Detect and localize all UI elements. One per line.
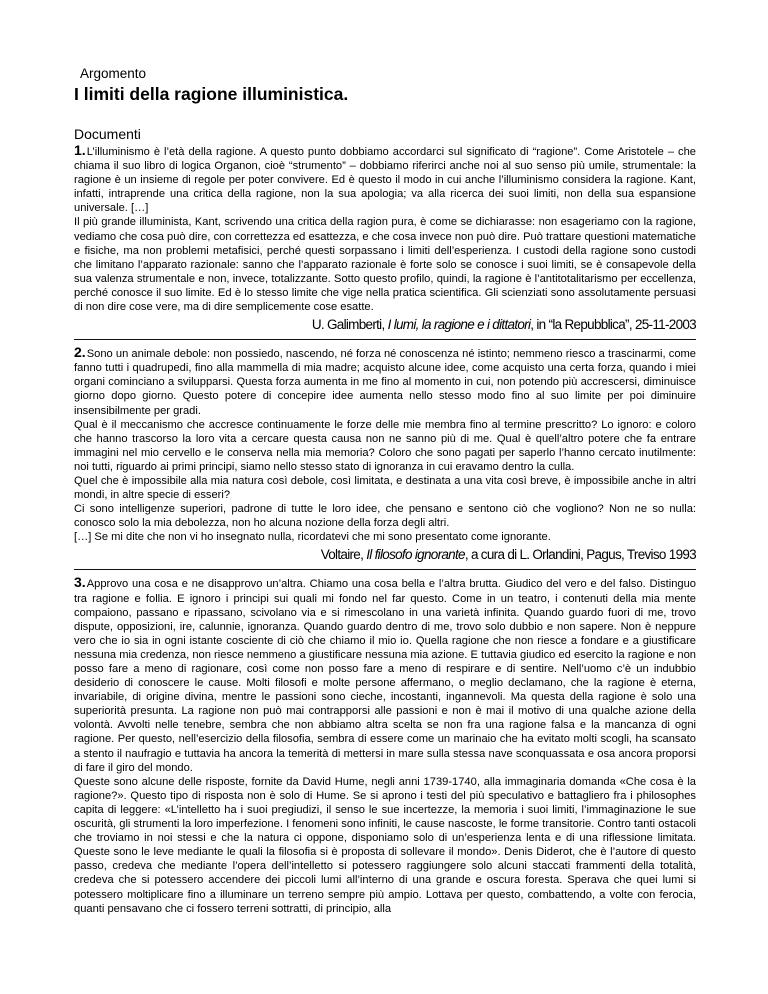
doc-paragraph: Il più grande illuminista, Kant, scrivendo una critica della ragion pura, è come se dichiarasse: non esageriamo con la ragione, vediamo che cosa può dire, con correttezza ed esattezza, e che cosa invece non può dire. Può trattare questioni matematiche e fisiche, ma non problemi metafisici, perché questi sorpassano i limiti dell’esperienza. I custodi della ragione sono custodi che limitano l’apparato razionale: sanno che l’apparato razionale è forte solo se conosce i suoi limiti, se è consapevole della sua valenza strumentale e non, invece, totalizzante. Sotto questo profilo, quindi, la ragione è l’antitotalitarismo per eccellenza, perché conosce il suo limite. Ed è lo stesso limite che vige nella pratica scientifica. Gli scienziati sono assolutamente persuasi di non dire cose vere, ma di dire semplicemente cose esatte. [74,216,696,314]
doc-number: 3. [74,574,86,591]
doc-paragraph [74,143,696,215]
doc-source [74,546,696,564]
doc-paragraph: Quel che è impossibile alla mia natura così debole, così limitata, e destinata a una vita così breve, è impossibile anche in altri mondi, in altre specie di esseri? [74,474,696,502]
doc-paragraph: Ci sono intelligenze superiori, padrone di tutte le loro idee, che pensano e sentono ciò che vogliono? Non ne so nulla: conosco solo la mia debolezza, non ho alcuna nozione della forza degli altri. [74,503,696,530]
source-author: Voltaire, [320,547,367,563]
argument-title: I limiti della ragione illuministica. [74,84,349,104]
document-1 [74,143,696,334]
doc-paragraph [74,345,696,417]
doc-paragraph [74,575,696,774]
separator-line [74,339,696,340]
doc-text: L’illuminismo è l’età della ragione. A questo punto dobbiamo accordarci sul significato di “ragione”. Come Aristotele – che chiama il suo libro di logica Organon, cioè “strumento” – dobbiamo riferirci anche noi al suo senso più umile, strumentale: la ragione è un insieme di regole per poter convivere. Ed è questo il modo in cui anche l’illuminismo considera la ragione. Kant, infatti, intraprende una critica della ragione, non la sua apologia; va alla ricerca dei suoi limiti, non della sua espansione universale. […] [74,146,696,215]
doc-paragraph: Queste sono alcune delle risposte, fornite da David Hume, negli anni 1739-1740, alla immaginaria domanda «Che cosa è la ragione?». Questo tipo di risposta non è solo di Hume. Se si aprono i testi del più speculativo e battagliero fra i philosophes capita di leggere: «L’intelletto ha i suoi pregiudizi, il senso le sue incertezze, la memoria i suoi limiti, l’immaginazione le sue oscurità, gli strumenti la loro imperfezione. I fenomeni sono infiniti, le cause nascoste, le forme transitorie. Contro tanti ostacoli che troviamo in noi stessi e che la natura ci oppone, disponiamo solo di un’esperienza lenta e di una riflessione limitata. Queste sono le leve mediante le quali la filosofia si è proposta di sollevare il mondo». Denis Diderot, che è l’autore di questo passo, credeva che mediante l’opera dell’intelletto si potessero raggiungere solo alcuni staccati frammenti della totalità, credeva che si potessero accendere dei piccoli lumi all’interno di una grande e oscura foresta. Sperava che quei lumi si potessero moltiplicare fino a illuminare un terreno sempre più ampio. Lottava per questo, combattendo, a volte con ferocia, quanti pensavano che ci fossero terreni sottratti, di principio, alla [74,775,696,915]
document-2 [74,345,696,564]
source-title: I lumi, la ragione e i dittatori [387,317,531,333]
source-author: U. Galimberti, [311,317,388,333]
separator-line [74,569,696,570]
doc-number: 2. [74,344,86,361]
document-3 [74,575,696,915]
source-rest: , in “la Repubblica”, 25-11-2003 [530,317,696,333]
source-title: Il filosofo ignorante [366,547,465,563]
document-page [74,66,696,916]
doc-number: 1. [74,142,86,158]
doc-text: Sono un animale debole: non possiedo, nascendo, né forza né conoscenza né istinto; nemmeno riesco a trascinarmi, come fanno tutti i quadrupedi, fino alla mammella di mia madre; acquisto alcune idee, come acquisto una certa forza, quando i miei organi cominciano a svilupparsi. Questa forza aumenta in me fino al momento in cui, non potendo più accrescersi, diminuisce giorno dopo giorno. Questo potere di concepire idee aumenta nello stesso modo fino al suo limite per poi diminuire insensibilmente per gradi. [74,348,696,417]
source-rest: , a cura di L. Orlandini, Pagus, Treviso 1993 [464,547,696,563]
documents-label: Documenti [74,126,141,142]
doc-paragraph: […] Se mi dite che non vi ho insegnato nulla, ricordatevi che mi sono presentato come ignorante. [74,531,551,544]
argument-label: Argomento [80,66,147,81]
doc-source [74,316,696,334]
doc-text: Approvo una cosa e ne disapprovo un’altra. Chiamo una cosa bella e l’altra brutta. Giudico del vero e del falso. Distinguo tra ragione e follia. E ignoro i principi sui quali mi fondo nel far questo. Come in un teatro, i contenuti della mia mente compaiono, passano e ripassano, scivolano via e si rimescolano in una varietà infinita. Quando guardo fuori di me, trovo dispute, opposizioni, ire, calunnie, ignoranza. Quando guardo dentro di me, trovo solo dubbio e non sapere. Non è neppure vero che io sia in ogni istante cosciente di ciò che chiamo il mio io. Quella ragione che non riesce a fondare e a giustificare nessuna mia credenza, non riesce nemmeno a giustificare nessuna mia azione. E tuttavia giudico ed esercito la ragione e non posso fare a meno di ragionare, così come non posso fare a meno di respirare e di sentire. Nell’uomo c’è un indubbio desiderio di conoscere le cause. Molti filosofi e molte persone affermano, o meglio declamano, che la ragione è eterna, invariabile, di origine divina, mentre le passioni sono cieche, incostanti, ingannevoli. Ma questa della ragione è solo una superiorità presunta. La ragione non può mai contrapporsi alle passioni e non è mai il motivo di una qualche azione della volontà. Avvolti nelle tenebre, sembra che non abbiamo altra scelta se non fra una ragione falsa e la mancanza di ogni ragione. Per questo, nell’esercizio della filosofia, sembra di essere come un marinaio che ha evitato molti scogli, ha scansato a stento il naufragio e tuttavia ha ancora la temerità di mettersi in mare sulla stessa nave sconquassata e osa ancora proporsi di fare il giro del mondo. [74,578,696,774]
doc-paragraph: Qual è il meccanismo che accresce continuamente le forze delle mie membra fino al termine prescritto? Lo ignoro: e coloro che hanno trascorso la loro vita a cercare questa causa non ne sanno più di me. Qual è quell’altro potere che fa entrare immagini nel mio cervello e le conserva nella mia memoria? Coloro che sono pagati per saperlo l’hanno cercato inutilmente: noi tutti, riguardo ai primi principi, siamo nello stesso stato di ignoranza in cui eravamo dentro la culla. [74,418,696,473]
